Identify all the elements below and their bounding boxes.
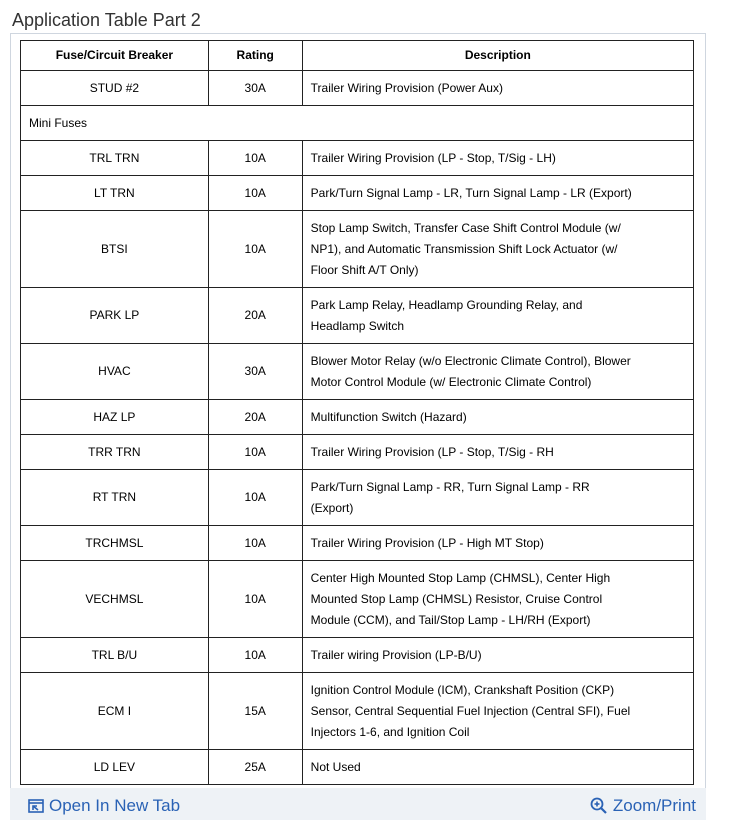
description-line: Multifunction Switch (Hazard) (310, 409, 467, 424)
description-line: Center High Mounted Stop Lamp (CHMSL), Center High (310, 570, 611, 585)
table-row (21, 71, 694, 106)
description-line: Park Lamp Relay, Headlamp Grounding Relay, and (310, 297, 583, 312)
rating-cell: 10A (208, 561, 302, 638)
description-line: NP1), and Automatic Transmission Shift Lock Actuator (w/ (310, 241, 618, 256)
header-description: Description (302, 41, 693, 71)
open-in-new-tab-label: Open In New Tab (49, 796, 181, 815)
fuse-cell: TRCHMSL (21, 526, 209, 561)
description-line: Sensor, Central Sequential Fuel Injection (Central SFI), Fuel (310, 703, 631, 718)
zoom-in-icon (590, 797, 608, 815)
header-rating: Rating (208, 41, 302, 71)
description-cell (302, 176, 693, 211)
rating-cell: 15A (208, 673, 302, 750)
page-title: Application Table Part 2 (12, 10, 201, 30)
description-cell (302, 288, 693, 344)
description-line: Park/Turn Signal Lamp - LR, Turn Signal Lamp - LR (Export) (310, 185, 632, 200)
description-cell (302, 71, 693, 106)
table-row (21, 288, 694, 344)
description-line: Headlamp Switch (310, 318, 405, 333)
rating-cell: 25A (208, 750, 302, 785)
fuse-cell: STUD #2 (21, 71, 209, 106)
fuse-cell: RT TRN (21, 470, 209, 526)
section-label: Mini Fuses (21, 106, 694, 141)
rating-cell: 10A (208, 470, 302, 526)
table-row (21, 638, 694, 673)
open-in-new-tab-button[interactable] (28, 796, 180, 816)
description-line: Trailer Wiring Provision (LP - High MT Stop) (310, 535, 544, 550)
table-row (21, 344, 694, 400)
rating-cell: 10A (208, 526, 302, 561)
fuse-cell: PARK LP (21, 288, 209, 344)
description-line: Motor Control Module (w/ Electronic Climate Control) (310, 374, 592, 389)
rating-cell: 10A (208, 211, 302, 288)
description-line: Stop Lamp Switch, Transfer Case Shift Control Module (w/ (310, 220, 621, 235)
description-line: Module (CCM), and Tail/Stop Lamp - LH/RH (Export) (310, 612, 591, 627)
description-line: Trailer Wiring Provision (Power Aux) (310, 80, 503, 95)
description-line: Ignition Control Module (ICM), Crankshaft Position (CKP) (310, 682, 615, 697)
rating-cell: 10A (208, 176, 302, 211)
open-new-tab-icon (28, 799, 44, 813)
table-row (21, 435, 694, 470)
description-cell (302, 526, 693, 561)
description-line: Floor Shift A/T Only) (310, 262, 419, 277)
fuse-cell: TRL TRN (21, 141, 209, 176)
description-line: Not Used (310, 759, 361, 774)
section-row (21, 106, 694, 141)
fuse-cell: HVAC (21, 344, 209, 400)
rating-cell: 20A (208, 400, 302, 435)
description-cell (302, 400, 693, 435)
image-toolbar (10, 788, 706, 820)
description-cell (302, 638, 693, 673)
fuse-cell: BTSI (21, 211, 209, 288)
description-cell (302, 435, 693, 470)
table-row (21, 673, 694, 750)
zoom-print-button[interactable] (590, 796, 696, 816)
header-fuse: Fuse/Circuit Breaker (21, 41, 209, 71)
fuse-cell: LT TRN (21, 176, 209, 211)
description-line: Trailer wiring Provision (LP-B/U) (310, 647, 482, 662)
description-line: (Export) (310, 500, 354, 515)
description-line: Injectors 1-6, and Ignition Coil (310, 724, 470, 739)
description-cell (302, 470, 693, 526)
table-row (21, 750, 694, 785)
fuse-cell: TRL B/U (21, 638, 209, 673)
fuse-cell: VECHMSL (21, 561, 209, 638)
table-row (21, 141, 694, 176)
rating-cell: 20A (208, 288, 302, 344)
rating-cell: 10A (208, 435, 302, 470)
description-line: Trailer Wiring Provision (LP - Stop, T/Sig - RH (310, 444, 554, 459)
table-body (21, 71, 694, 785)
fuse-table (20, 40, 694, 785)
description-line: Trailer Wiring Provision (LP - Stop, T/Sig - LH) (310, 150, 556, 165)
table-row (21, 176, 694, 211)
fuse-cell: LD LEV (21, 750, 209, 785)
table-row (21, 526, 694, 561)
description-cell (302, 344, 693, 400)
description-cell (302, 141, 693, 176)
description-cell (302, 561, 693, 638)
description-line: Blower Motor Relay (w/o Electronic Climate Control), Blower (310, 353, 631, 368)
description-line: Park/Turn Signal Lamp - RR, Turn Signal Lamp - RR (310, 479, 590, 494)
rating-cell: 10A (208, 141, 302, 176)
table-row (21, 211, 694, 288)
fuse-cell: HAZ LP (21, 400, 209, 435)
rating-cell: 30A (208, 344, 302, 400)
description-cell (302, 750, 693, 785)
description-cell (302, 211, 693, 288)
table-row (21, 470, 694, 526)
description-line: Mounted Stop Lamp (CHMSL) Resistor, Cruise Control (310, 591, 603, 606)
rating-cell: 10A (208, 638, 302, 673)
fuse-cell: ECM I (21, 673, 209, 750)
fuse-cell: TRR TRN (21, 435, 209, 470)
table-header-row (21, 41, 694, 71)
table-row (21, 400, 694, 435)
zoom-print-label: Zoom/Print (612, 796, 696, 815)
rating-cell: 30A (208, 71, 302, 106)
table-row (21, 561, 694, 638)
description-cell (302, 673, 693, 750)
